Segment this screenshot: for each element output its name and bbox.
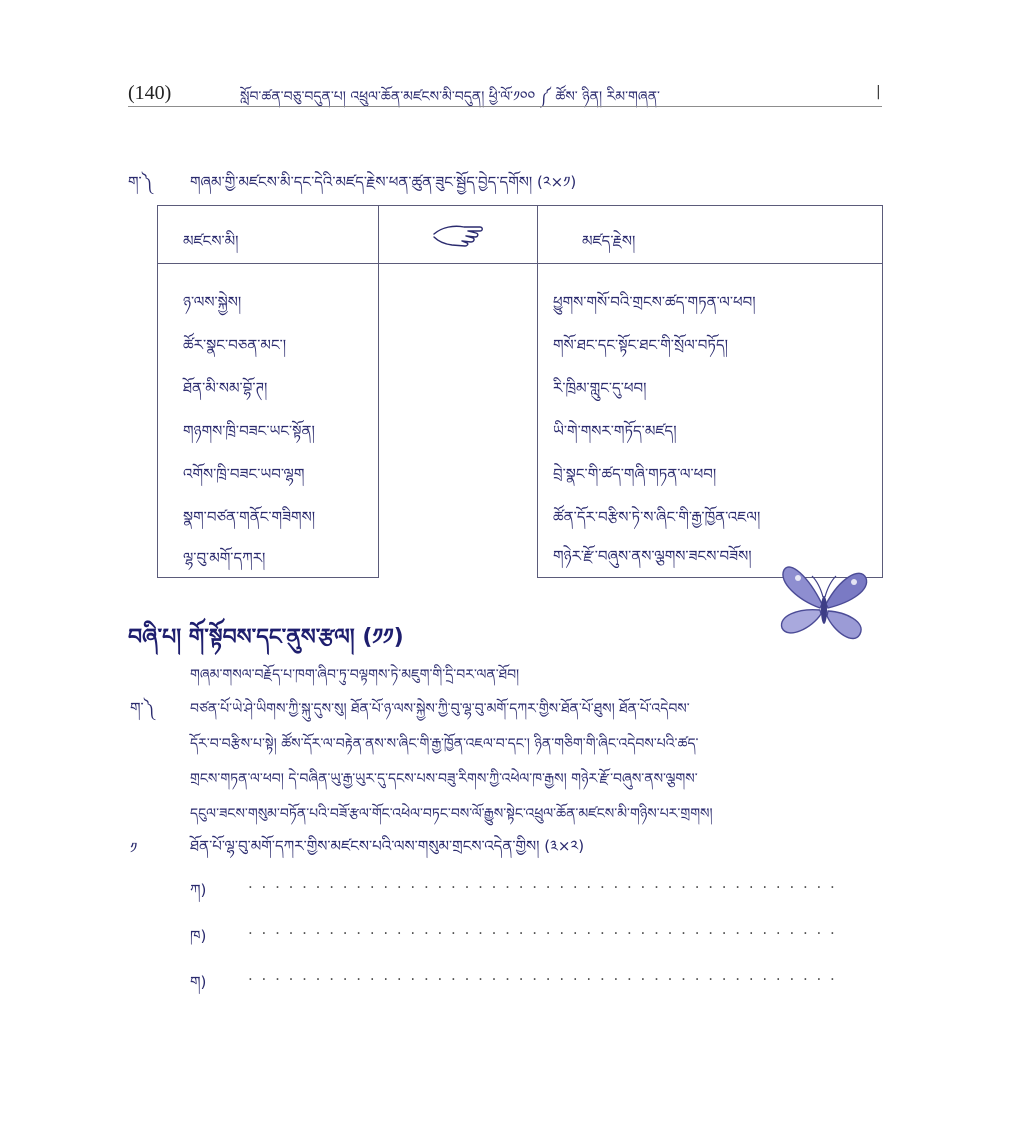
question-number: ག་༽	[128, 173, 153, 191]
header-rule	[128, 106, 882, 107]
question-1-number: ༡	[130, 839, 138, 857]
table-header-left: མཛངས་མི།	[183, 232, 239, 250]
right-item: ཚོན་དོར་བརྩིས་ཏེ་ས་ཞིང་གི་རྒྱ་ཁྱོན་འཇལ།	[553, 508, 761, 526]
right-item: བྲེ་སྣང་གི་ཚད་གཞི་གཏན་ལ་ཕབ།	[553, 465, 717, 483]
header-bar: |	[876, 84, 881, 100]
pointing-hand-icon	[432, 221, 484, 251]
left-item: འགོས་ཁྲི་བཟང་ཡབ་ལྷག	[183, 465, 305, 483]
answer-line[interactable]: . . . . . . . . . . . . . . . . . . . . . . . . . . . . . . . . . . . . . . . . . . . .	[248, 874, 837, 892]
right-item: ཡི་གེ་གསར་གཏོད་མཛད།	[553, 422, 677, 440]
passage-number: ག་༽	[130, 699, 155, 717]
section-instruction: གཞམ་གསལ་བརྗོད་པ་ཁག་ཞིབ་ཏུ་བལྟགས་ཏེ་མཇུག་གི་དྲི་བར་ལན་ཐོབ།	[190, 667, 520, 683]
table-header-rule	[157, 263, 882, 264]
butterfly-icon	[768, 556, 880, 656]
right-item: གསོ་ཐང་དང་སྟོང་ཐང་གི་སྲོལ་བཏོད།	[553, 336, 728, 354]
question-1-text: ཐོན་པོ་ལྷ་བུ་མགོ་དཀར་གྱིས་མཛངས་པའི་ལས་གསུམ་གྲངས་འདེན་གྱིས། (༣×༢)	[190, 837, 585, 855]
answer-line[interactable]: . . . . . . . . . . . . . . . . . . . . . . . . . . . . . . . . . . . . . . . . . . . .	[248, 920, 837, 938]
right-item: ཕྱུགས་གསོ་བའི་གྲངས་ཚད་གཏན་ལ་ཕབ།	[553, 293, 756, 311]
right-item: རི་ཁྲིམ་གླུང་དུ་ཕབ།	[553, 379, 647, 397]
passage-line: དངུལ་ཟངས་གསུམ་བཏོན་པའི་བཟོ་རྩལ་གོང་འཕེལ་བཏང་བས་ལོ་རྒྱུས་སྟེང་འཕྲུལ་ཆོན་མཛངས་མི་གཉིས་པར་གྲགས།	[190, 806, 713, 822]
answer-label: ག)	[190, 973, 207, 991]
answer-label: ཀ)	[190, 881, 207, 899]
page-number: (140)	[128, 82, 172, 104]
passage-line: གྲངས་གཏན་ལ་ཕབ། དེ་བཞིན་ཡུ་རྒྱ་ཡུར་དུ་དངས་པས་བཟུ་རིགས་ཀྱི་འཕེལ་ཁ་རྒྱས། གཉེར་རྫོ་བཞུས་ནས་ལྕགས་	[190, 771, 698, 787]
left-item: གཉགས་ཁྲི་བཟང་ཡང་སྟོན།	[183, 422, 315, 440]
table-header-right: མཛད་རྗེས།	[582, 232, 636, 250]
left-item: སྣག་བཙན་གནོང་གཟིགས།	[183, 508, 316, 526]
question-text: གཞམ་གྱི་མཛངས་མི་དང་དེའི་མཛད་རྗེས་ཕན་ཚུན་ཟུང་སྦྱོད་བྱེད་དགོས། (༢×༡)	[190, 173, 577, 191]
left-item: ཚོར་སྣང་བཅན་མང་།	[183, 336, 287, 354]
answer-label: ཁ)	[190, 927, 207, 945]
left-item: ཐོན་མི་སམ་བྷོ་ཊ།	[183, 379, 268, 397]
table-top-rule	[376, 205, 537, 206]
right-item: གཉེར་རྫོ་བཞུས་ནས་ལྕགས་ཟངས་བཟོས།	[553, 547, 752, 565]
answer-line[interactable]: . . . . . . . . . . . . . . . . . . . . . . . . . . . . . . . . . . . . . . . . . . . .	[248, 966, 837, 984]
passage-line: དོར་བ་བརྩིས་པ་སྟེ། ཚོས་དོར་ལ་བརྟེན་ནས་ས་ཞིང་གི་རྒྱ་ཁྱོན་འཇལ་བ་དང་། ཉིན་གཅིག་གི་ཞིང་འདེབས་པའི་ཚད་	[190, 736, 699, 752]
passage-line: བཙན་པོ་ཡེ་ཤེ་ཡིགས་ཀྱི་སྐུ་དུས་སུ། ཐོན་པོ་ཉ་ལས་སྐྱེས་ཀྱི་བུ་ལྷ་བུ་མགོ་དཀར་གྱིས་ཐོན་པོ་ཐུས། ཐོན་པོ་འདེབས་	[190, 701, 690, 717]
left-item: ཉ་ལས་སྐྱེས།	[183, 293, 242, 311]
running-header: སློབ་ཚན་བཅུ་བདུན་པ། འཕྲུལ་ཆོན་མཛངས་མི་བདུན། ཕྱི་ལོ་༡༠༠ ༼ ཚོས་ ཉིན། རིམ་གཞན་	[240, 89, 660, 105]
section-title: བཞི་པ། གོ་སྟོབས་དང་ནུས་རྩལ། (༡༡)	[128, 625, 404, 650]
left-item: ལྷ་བུ་མགོ་དཀར།	[183, 549, 266, 567]
